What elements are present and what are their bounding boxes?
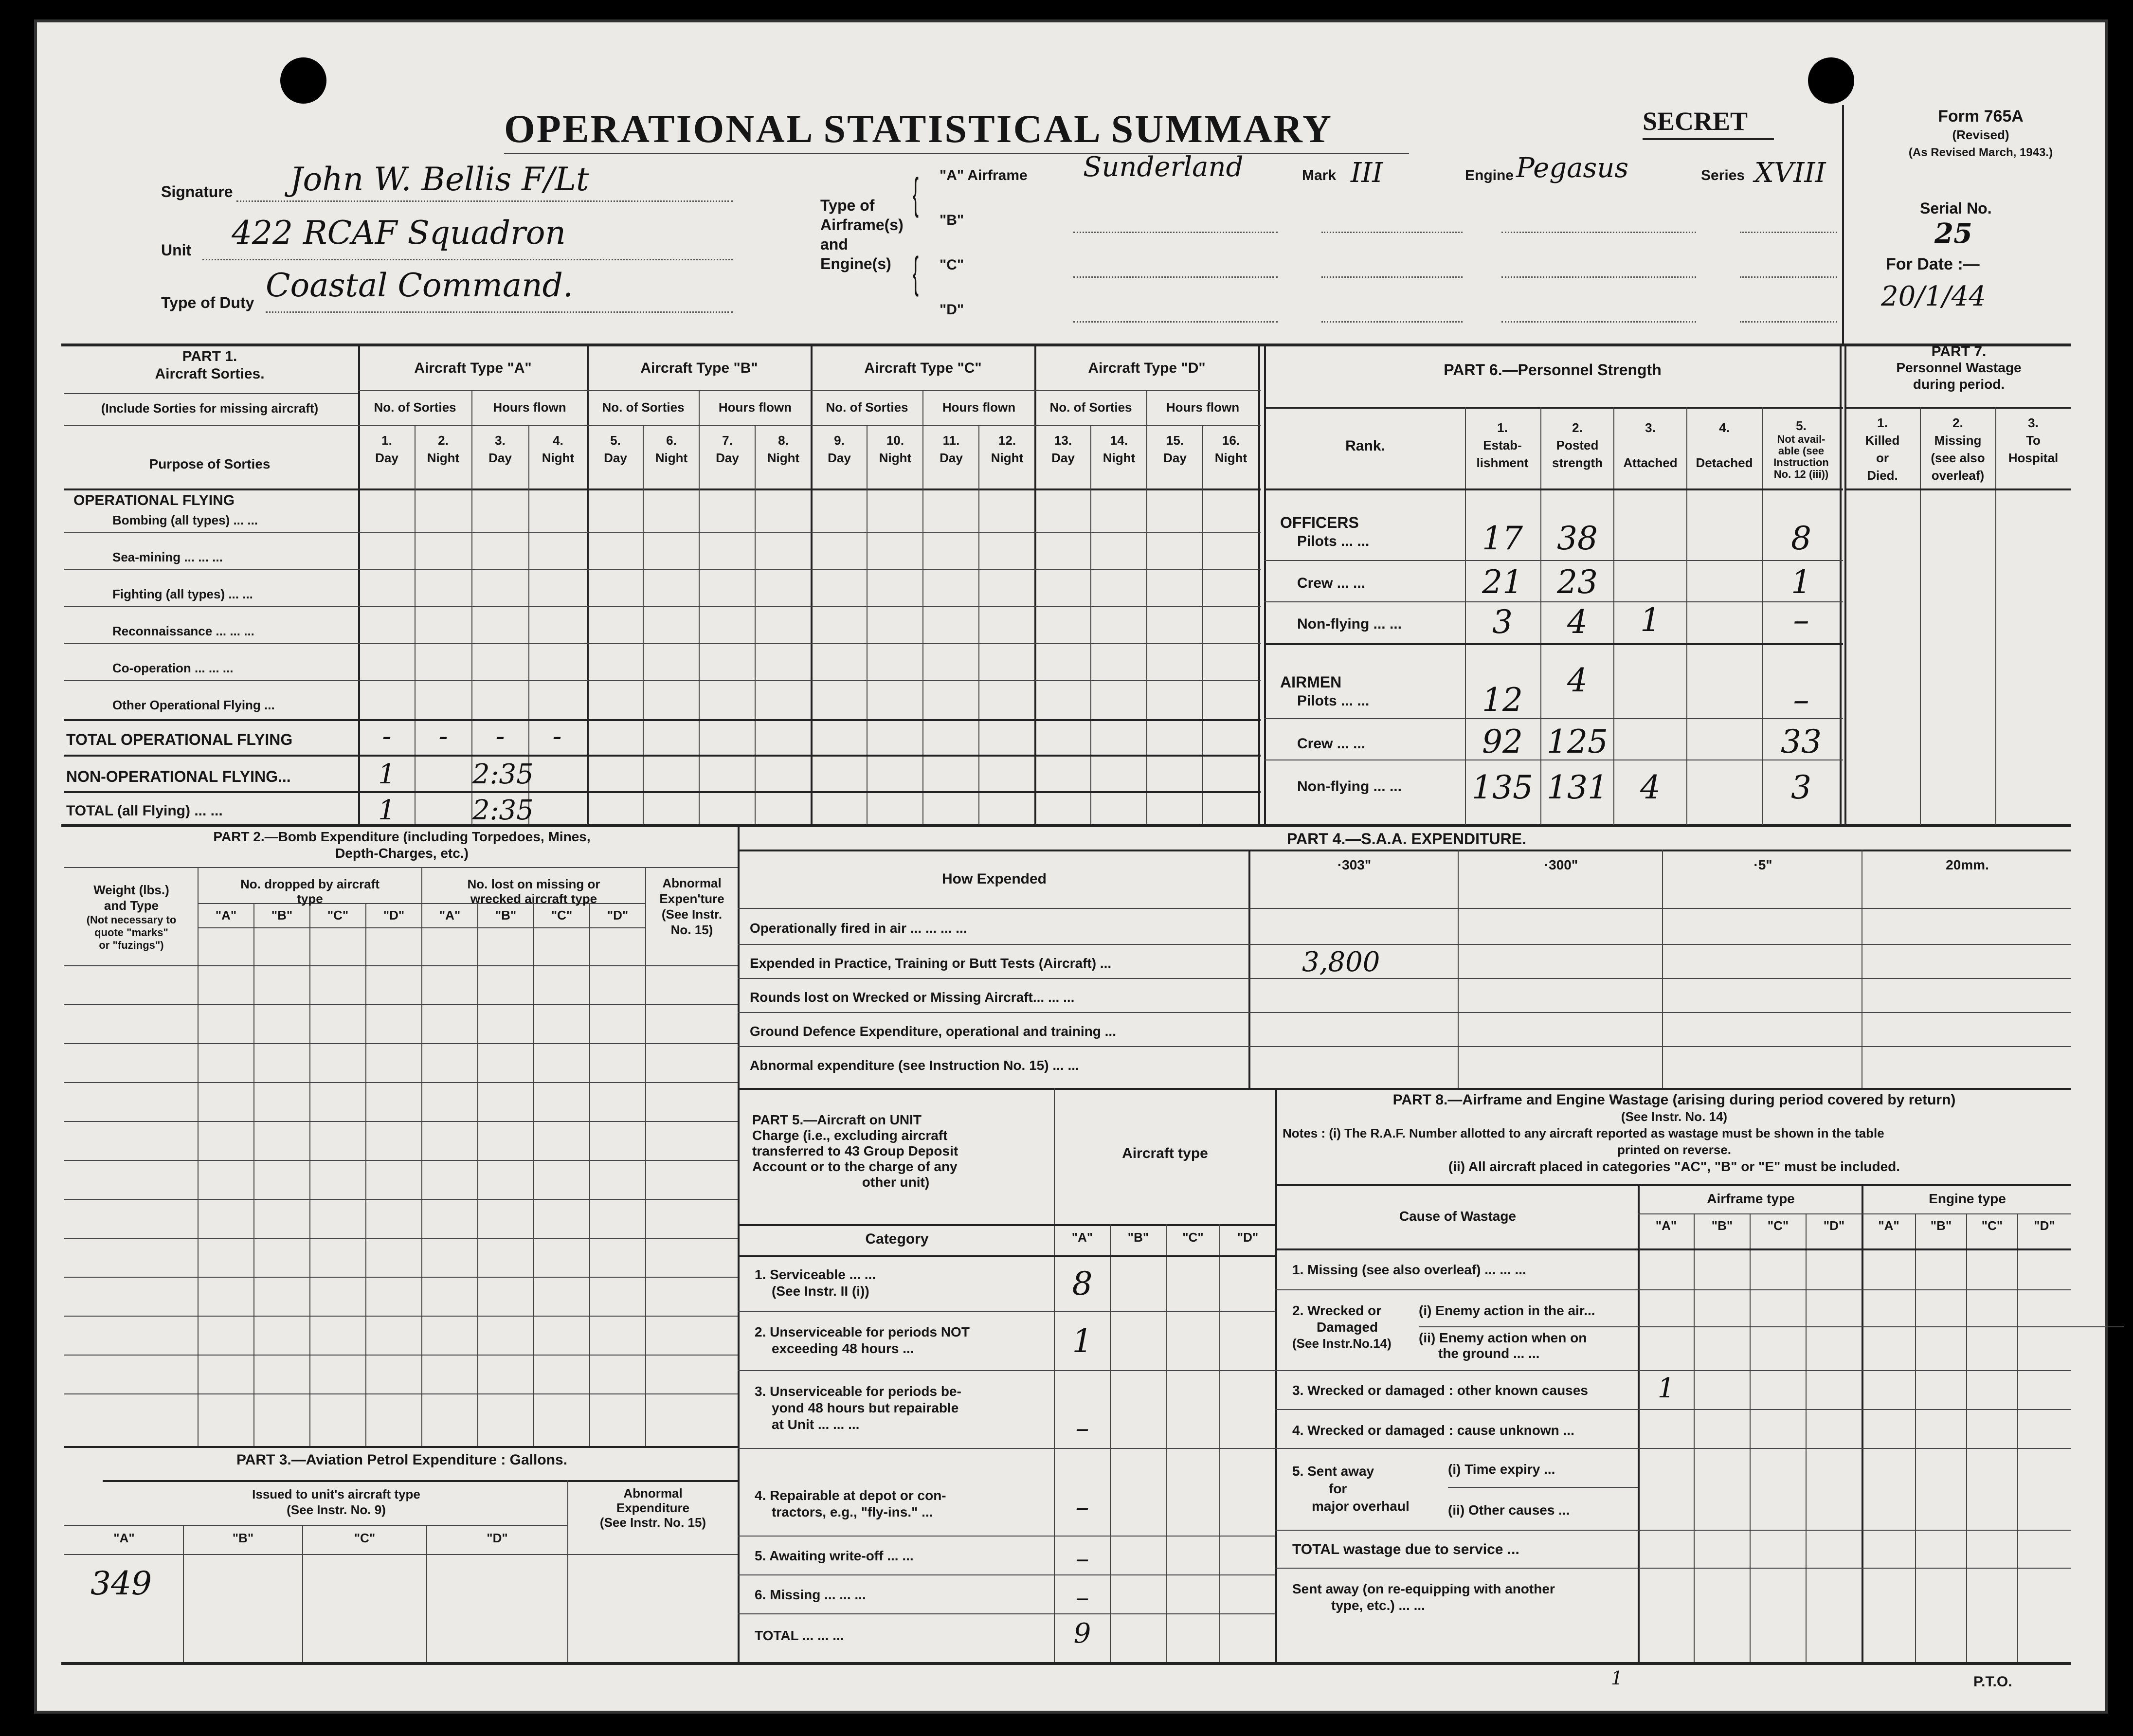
col-num: 7.	[722, 433, 733, 448]
officers-pilots-posted: 38	[1557, 520, 1598, 557]
p8-row-wrecked: (See Instr.No.14)	[1292, 1336, 1392, 1351]
saa-row-operational: Operationally fired in air ... ... ... ...	[750, 921, 967, 936]
col-num: 8.	[778, 433, 789, 448]
series-label: Series	[1701, 167, 1745, 183]
p7-col: (see also	[1931, 451, 1985, 465]
officers-nonflying-estab: 3	[1492, 603, 1513, 641]
airframes-label: Airframe(s)	[820, 216, 904, 234]
p8-row-sent-away: major overhaul	[1312, 1499, 1410, 1514]
part5-title: other unit)	[862, 1175, 930, 1190]
col-label: Night	[427, 451, 460, 465]
p6-col-num: 4.	[1719, 420, 1730, 435]
p5-row-missing: 6. Missing ... ... ...	[755, 1587, 866, 1602]
form-number: Form 765A	[1938, 107, 2024, 126]
row-bombing: Bombing (all types) ... ...	[112, 513, 258, 527]
p8-letter: "C"	[1767, 1218, 1789, 1233]
officers-nonflying-not-available: –	[1793, 601, 1809, 639]
p2-weight-header: (Not necessary to	[86, 914, 177, 926]
col-label: Day	[488, 451, 512, 465]
p6-col-num: 1.	[1497, 420, 1508, 435]
engine-type-header: Engine type	[1929, 1191, 2006, 1206]
how-expended-header: How Expended	[941, 871, 1047, 887]
part8-notes2: printed on reverse.	[1617, 1142, 1732, 1157]
duty-label: Type of Duty	[161, 294, 254, 311]
purpose-of-sorties: Purpose of Sorties	[149, 456, 271, 471]
airmen-nonflying-attached: 4	[1640, 769, 1661, 806]
p3-letter: "A"	[113, 1531, 135, 1545]
type-of-label: Type of	[820, 197, 875, 214]
p7-col: 2.	[1952, 416, 1963, 430]
p8-row-sent-away: 5. Sent away	[1292, 1464, 1374, 1479]
part3-title: PART 3.—Aviation Petrol Expenditure : Gallons.	[236, 1452, 568, 1468]
p5-a-missing: –	[1075, 1582, 1089, 1613]
punch-hole	[1808, 57, 1854, 104]
p5-row-total: TOTAL ... ... ...	[755, 1628, 844, 1643]
p8-row-reequip: Sent away (on re-equipping with another	[1292, 1581, 1555, 1596]
no-sorties-c: No. of Sorties	[826, 400, 908, 415]
p3-letter: "C"	[354, 1531, 376, 1545]
total-op-day-sorties: -	[382, 721, 392, 752]
p5-a-repairable: –	[1075, 1491, 1089, 1523]
p8-row-enemy-air: (i) Enemy action in the air...	[1419, 1303, 1595, 1318]
p8-row-other-causes: 3. Wrecked or damaged : other known causes	[1292, 1383, 1588, 1398]
p6-col-label: Attached	[1623, 455, 1678, 470]
rank-header: Rank.	[1345, 438, 1385, 454]
form-sheet: OPERATIONAL STATISTICAL SUMMARY SECRET Form 765A (Revised) (As Revised March, 1943.) Serial No. 25 For Date :— 20/1/44 Signature John W. Bellis F/Lt Unit 422 RCAF Squadron Type of Duty Coastal Command. Type of Airframe(s) and Engine(s) { { "A" Airframe "B" "C" "D" Sunderland Mark III Engine Pegasus Series XVIII PART 1. Aircraft Sorties. (Include Sorties for missing aircraft) Purpose of Sorties Aircraft Type "A" Aircraft Type "B" Aircraft Type "C" Aircraft Type "D" No. of Sorties Hours flown No. of Sorties Hours flown No. of Sorties Hours flown No. of Sorties Hours flown 1. Day 2. Night 3. Day 4. Night 5. Day 6. Night 7. Day 8. Night 9. Day 10. Night 11. Day 12. Night 13. Day 14. Night 15. Day 16. Night OPERATIONAL FLYING Bombing (all types) ... ... Sea-mining ... ... ... Fighting (all types) ... ... Reconnaissance ... ... ... Co-operation ... ... ... Other Operational Flying ... TOTAL OPERATIONAL FLYING NON-OPERATIONAL FLYING... TOTAL (all Flying) ... ... - - - - 1 2:35 1 2:35 PART 6.—Personnel Strength Rank. 1. Estab- lishment 2. Posted strength 3. Attached 4. Detached 5. Not avail- able (see Instruction No. 12 (iii)) OFFICERS Pilots ... ... Crew ... ... Non-flying ... ... AIRMEN Pilots ... ... Crew ... ... Non-flying ... ... 17 38 8 21 23 1 3 4 1 – 12 4 – 92 125 33 135 131 4 3 PART 7. Personnel Wastage during period. 1. Killed or Died. 2. Missing (see also overleaf) 3. To Hospital PART 2.—Bomb Expenditure (including Torpedoes, Mines, Depth-Charges, etc.) Weight (lbs.) and Type (Not necessary to quote "marks" or "fuzings") No. dropped by aircraft type No. lost on missing or wrecked aircraft type Abnormal Expen'ture (See Instr. No. 15) "A" "B" "C" "D" "A" "B" "C" "D" PART 3.—Aviation Petrol Expenditure : Gallons. Issued to unit's aircraft type (See Instr. No. 9) Abnormal Expenditure (See Instr. No. 15) "A" "B" "C" "D" 349 PART 4.—S.A.A. EXPENDITURE. How Expended ·303" ·300" ·5" 20mm. Operationally fired in air ... ... ... ... Expended in Practice, Training or Butt Tests (Aircraft) ... Rounds lost on Wrecked or Missing Aircraft... ... ... Ground Defence Expenditure, operational and training ... Abnormal expenditure (see Instruction No. 15) ... ... 3,800 PART 5.—Aircraft on UNIT Charge (i.e., excluding aircraft transferred to 43 Group Deposit Account or to the charge of any other unit) Aircraft type Category "A" "B" "C" "D" 1. Serviceable ... ... (See Instr. II (i)) 2. Unserviceable for periods NOT exceeding 48 hours ... 3. Unserviceable for periods be- yond 48 hours but repairable at Unit ... ... ... 4. Repairable at depot or con- tractors, e.g., "fly-ins." ... 5. Awaiting write-off ... ... 6. Missing ... ... ... TOTAL ... ... ... 8 1 – – – – 9 PART 8.—Airframe and Engine Wastage (arising during period covered by return) (See Instr. No. 14) Notes : (i) The R.A.F. Number allotted to any aircraft reported as wastage must be shown in the table printed on reverse. (ii) All aircraft placed in categories "AC", "B" or "E" must be included. Cause of Wastage Airframe type Engine type "A" "B" "C" "D" "A" "B" "C" "D" 1. Missing (see also overleaf) ... ... ... 2. Wrecked or Damaged (See Instr.No.14) (i) Enemy action in the air... (ii) Enemy action when on the ground ... ... 3. Wrecked or damaged : other known causes 1 4. Wrecked or damaged : cause unknown ... 5. Sent away for major overhaul (i) Time expiry ... (ii) Other causes ... TOTAL wastage due to service ... Sent away (on re-equipping with another type, etc.) ... ... P.T.O. 1	[34, 19, 2108, 1714]
p8-letter: "D"	[2034, 1218, 2055, 1233]
p8-letter: "A"	[1878, 1218, 1899, 1233]
part3-issued: Issued to unit's aircraft type	[252, 1487, 420, 1501]
row-other-operational: Other Operational Flying ...	[112, 698, 275, 712]
col-num: 12.	[998, 433, 1016, 448]
total-op-day-hours: -	[495, 721, 505, 752]
p7-col: 3.	[2028, 416, 2039, 430]
hours-flown-c: Hours flown	[942, 400, 1016, 415]
p6-col-label: lishment	[1476, 455, 1529, 470]
airframe-d-label: "D"	[940, 302, 964, 318]
p7-col: Died.	[1867, 468, 1898, 483]
airmen-heading: AIRMEN	[1280, 673, 1342, 691]
col-num: 6.	[666, 433, 677, 448]
calibre-300: ·300"	[1544, 857, 1578, 872]
calibre-303: ·303"	[1337, 857, 1372, 872]
airmen-nonflying-posted: 131	[1547, 769, 1608, 806]
col-label: Day	[1163, 451, 1187, 465]
p6-col-label: Not avail-	[1777, 433, 1826, 445]
engine-value: Pegasus	[1516, 152, 1629, 184]
part7-title: PART 7.	[1931, 344, 1987, 360]
p2-abnormal-header: No. 15)	[670, 922, 713, 937]
punch-hole	[280, 57, 326, 104]
total-all-flying: TOTAL (all Flying) ... ...	[66, 803, 223, 819]
airframe-a-label: "A" Airframe	[940, 167, 1028, 183]
airframe-value: Sunderland	[1083, 151, 1244, 183]
part5-title: PART 5.—Aircraft on UNIT	[752, 1112, 922, 1127]
part8-notes3: (ii) All aircraft placed in categories "AC", "B" or "E" must be included.	[1448, 1159, 1900, 1174]
p2-abnormal-header: Expen'ture	[659, 891, 724, 906]
row-sea-mining: Sea-mining ... ... ...	[112, 550, 223, 564]
col-num: 14.	[1110, 433, 1128, 448]
calibre-20mm: 20mm.	[1946, 857, 1989, 872]
total-op-night-hours: -	[552, 721, 562, 752]
p8-letter: "B"	[1711, 1218, 1733, 1233]
p5-row-unserviceable-48: 2. Unserviceable for periods NOT	[755, 1324, 970, 1339]
airmen-pilots-not-available: –	[1793, 681, 1809, 719]
duty-value: Coastal Command.	[266, 267, 573, 304]
col-label: Night	[991, 451, 1024, 465]
part2-title: PART 2.—Bomb Expenditure (including Torpedoes, Mines,	[213, 829, 591, 844]
p8-row-wrecked: Damaged	[1317, 1320, 1378, 1335]
p5-a-unserviceable-48: 1	[1072, 1322, 1093, 1360]
form-revised: (Revised)	[1952, 127, 2009, 142]
airmen-crew-estab: 92	[1482, 723, 1523, 760]
col-num: 1.	[381, 433, 392, 448]
p2-abnormal-header: Abnormal	[662, 876, 722, 890]
p5-letter: "B"	[1127, 1230, 1149, 1245]
part2-title2: Depth-Charges, etc.)	[335, 846, 469, 861]
officers-crew: Crew ... ...	[1297, 575, 1366, 591]
p8-row-time-expiry: (i) Time expiry ...	[1448, 1462, 1555, 1477]
saa-row-abnormal: Abnormal expenditure (see Instruction No. 15) ... ...	[750, 1058, 1079, 1073]
p2-weight-header: or "fuzings")	[99, 939, 164, 951]
p6-col-label: strength	[1552, 455, 1603, 470]
mark-label: Mark	[1302, 167, 1337, 183]
airframe-b-label: "B"	[940, 212, 964, 228]
engine-label: Engine	[1465, 167, 1514, 183]
pto-label: P.T.O.	[1973, 1674, 2012, 1690]
p7-col: 1.	[1877, 416, 1888, 430]
for-date-label: For Date :—	[1886, 255, 1980, 273]
p8-letter: "C"	[1981, 1218, 2003, 1233]
airmen-non-flying: Non-flying ... ...	[1297, 778, 1402, 795]
col-label: Night	[542, 451, 575, 465]
col-num: 10.	[886, 433, 904, 448]
part8-notes1: Notes : (i) The R.A.F. Number allotted to any aircraft reported as wastage must be shown in the table	[1283, 1126, 1884, 1140]
p5-a-serviceable: 8	[1072, 1265, 1093, 1302]
p3-letter: "D"	[487, 1531, 508, 1545]
part4-title: PART 4.—S.A.A. EXPENDITURE.	[1287, 830, 1526, 848]
officers-nonflying-posted: 4	[1567, 603, 1588, 641]
part6-title: PART 6.—Personnel Strength	[1444, 361, 1662, 379]
non-op-day-hours: 2:35	[472, 759, 534, 790]
no-sorties-b: No. of Sorties	[602, 400, 685, 415]
p5-letter: "D"	[1237, 1230, 1259, 1245]
p5-row-repairable: tractors, e.g., "fly-ins." ...	[772, 1504, 933, 1519]
unit-value: 422 RCAF Squadron	[232, 214, 566, 252]
saa-row-lost: Rounds lost on Wrecked or Missing Aircraft... ... ...	[750, 990, 1075, 1005]
officers-crew-posted: 23	[1557, 563, 1598, 601]
part5-title: Charge (i.e., excluding aircraft	[752, 1128, 948, 1143]
col-label: Day	[604, 451, 627, 465]
petrol-a-value: 349	[90, 1565, 152, 1602]
p7-col: overleaf)	[1931, 468, 1985, 483]
p6-col-label: Instruction	[1773, 456, 1829, 469]
type-b-header: Aircraft Type "B"	[640, 360, 758, 376]
airmen-nonflying-estab: 135	[1472, 769, 1533, 806]
form-title: OPERATIONAL STATISTICAL SUMMARY	[504, 107, 1333, 151]
p8-row-other: (ii) Other causes ...	[1448, 1502, 1570, 1518]
airmen-crew: Crew ... ...	[1297, 736, 1366, 752]
signature-label: Signature	[161, 183, 233, 200]
total-all-day-sorties: 1	[378, 795, 396, 826]
p8-row-enemy-ground: the ground ... ...	[1438, 1346, 1540, 1361]
p6-col-label: Posted	[1556, 438, 1599, 452]
p5-row-unserviceable-beyond: yond 48 hours but repairable	[772, 1400, 959, 1415]
p2-letter: "C"	[551, 908, 573, 922]
airmen-pilots-estab: 12	[1482, 681, 1523, 719]
form-revised-date: (As Revised March, 1943.)	[1908, 146, 2053, 159]
hours-flown-a: Hours flown	[493, 400, 566, 415]
part3-instr: (See Instr. No. 9)	[287, 1502, 386, 1517]
p8-row-cause-unknown: 4. Wrecked or damaged : cause unknown ...	[1292, 1423, 1574, 1438]
row-reconnaissance: Reconnaissance ... ... ...	[112, 624, 254, 638]
p2-lost-header: wrecked aircraft type	[470, 891, 597, 906]
part7-subtitle: Personnel Wastage	[1896, 360, 2022, 375]
col-label: Night	[1214, 451, 1247, 465]
p8-letter: "D"	[1823, 1218, 1845, 1233]
officers-pilots-estab: 17	[1482, 520, 1523, 557]
col-label: Night	[655, 451, 688, 465]
col-label: Night	[879, 451, 912, 465]
col-label: Day	[1051, 451, 1075, 465]
p2-dropped-header: No. dropped by aircraft	[240, 877, 380, 891]
non-op-day-sorties: 1	[378, 759, 396, 790]
p8-row-enemy-ground: (ii) Enemy action when on	[1419, 1330, 1587, 1345]
secret-label: SECRET	[1643, 107, 1748, 136]
p2-letter: "D"	[383, 908, 405, 922]
signature-value: John W. Bellis F/Lt	[290, 161, 589, 198]
col-label: Day	[375, 451, 398, 465]
part3-abnormal: Expenditure	[616, 1501, 690, 1515]
serial-label: Serial No.	[1920, 199, 1992, 217]
p6-col-num: 5.	[1796, 418, 1807, 433]
p5-row-awaiting-writeoff: 5. Awaiting write-off ... ...	[755, 1548, 914, 1563]
col-label: Day	[828, 451, 851, 465]
aircraft-type-header: Aircraft type	[1122, 1145, 1208, 1161]
part8-instr: (See Instr. No. 14)	[1621, 1109, 1728, 1124]
p5-letter: "A"	[1071, 1230, 1093, 1245]
serial-value: 25	[1934, 217, 1972, 250]
calibre-5: ·5"	[1753, 857, 1772, 872]
p2-abnormal-header: (See Instr.	[661, 907, 723, 922]
p2-letter: "B"	[495, 908, 517, 922]
col-label: Night	[1103, 451, 1136, 465]
saa-practice-303: 3,800	[1302, 946, 1380, 978]
p8-letter: "B"	[1930, 1218, 1952, 1233]
part1-note: (Include Sorties for missing aircraft)	[101, 401, 319, 416]
saa-row-practice: Expended in Practice, Training or Butt Tests (Aircraft) ...	[750, 956, 1112, 971]
p7-col: Killed	[1865, 433, 1900, 448]
cause-of-wastage-header: Cause of Wastage	[1399, 1209, 1517, 1224]
p2-weight-header: quote "marks"	[94, 926, 168, 939]
row-co-operation: Co-operation ... ... ...	[112, 661, 234, 675]
row-fighting: Fighting (all types) ... ...	[112, 587, 253, 601]
p7-col: Missing	[1934, 433, 1982, 448]
series-value: XVIII	[1754, 157, 1826, 189]
p6-col-num: 2.	[1572, 420, 1583, 435]
col-num: 4.	[553, 433, 563, 448]
p2-letter: "B"	[271, 908, 293, 922]
p5-row-repairable: 4. Repairable at depot or con-	[755, 1488, 946, 1503]
p7-col: or	[1876, 451, 1889, 465]
total-op-night-sorties: -	[438, 721, 448, 752]
p2-dropped-header: type	[297, 891, 323, 906]
p2-letter: "D"	[607, 908, 629, 922]
airmen-nonflying-not-available: 3	[1791, 769, 1811, 806]
airmen-pilots-posted: 4	[1567, 662, 1588, 699]
total-all-day-hours: 2:35	[472, 795, 534, 826]
airmen-pilots: Pilots ... ...	[1297, 693, 1370, 709]
col-num: 2.	[438, 433, 449, 448]
part5-title: transferred to 43 Group Deposit	[752, 1143, 958, 1158]
part3-abnormal: (See Instr. No. 15)	[599, 1515, 706, 1530]
officers-heading: OFFICERS	[1280, 514, 1359, 531]
col-num: 3.	[495, 433, 506, 448]
p2-weight-header: Weight (lbs.)	[93, 883, 169, 897]
col-num: 9.	[834, 433, 845, 448]
unit-label: Unit	[161, 241, 192, 259]
and-label: and	[820, 235, 848, 253]
p6-col-label: No. 12 (iii))	[1773, 468, 1829, 480]
no-sorties-d: No. of Sorties	[1049, 400, 1132, 415]
p8-row-wrecked: 2. Wrecked or	[1292, 1303, 1382, 1318]
part8-title: PART 8.—Airframe and Engine Wastage (arising during period covered by return)	[1392, 1092, 1956, 1108]
p8-row-reequip: type, etc.) ... ...	[1331, 1598, 1425, 1613]
type-d-header: Aircraft Type "D"	[1088, 360, 1206, 376]
hours-flown-d: Hours flown	[1166, 400, 1240, 415]
p2-lost-header: No. lost on missing or	[467, 877, 600, 891]
hours-flown-b: Hours flown	[718, 400, 792, 415]
p6-col-num: 3.	[1645, 420, 1656, 435]
p7-col: Hospital	[2008, 451, 2059, 465]
col-num: 15.	[1166, 433, 1184, 448]
p6-col-label: Detached	[1696, 455, 1753, 470]
p5-row-serviceable: (See Instr. II (i))	[772, 1284, 869, 1299]
no-sorties-a: No. of Sorties	[374, 400, 456, 415]
col-num: 16.	[1222, 433, 1240, 448]
p2-letter: "A"	[439, 908, 461, 922]
col-label: Night	[767, 451, 800, 465]
p8-row-sent-away: for	[1329, 1481, 1347, 1496]
total-operational-flying: TOTAL OPERATIONAL FLYING	[66, 731, 293, 748]
p8-row-missing: 1. Missing (see also overleaf) ... ... ...	[1292, 1262, 1526, 1277]
p6-col-label: able (see	[1778, 445, 1825, 457]
part1-title: PART 1.	[182, 348, 237, 364]
col-num: 13.	[1054, 433, 1072, 448]
p2-letter: "C"	[327, 908, 349, 922]
p2-weight-header: and Type	[104, 898, 159, 913]
p5-a-unserviceable-beyond: –	[1075, 1412, 1089, 1444]
saa-row-ground: Ground Defence Expenditure, operational and training ...	[750, 1024, 1116, 1039]
p5-a-total: 9	[1073, 1618, 1091, 1649]
p8-r3-airframe-a: 1	[1657, 1373, 1675, 1404]
officers-crew-estab: 21	[1482, 563, 1523, 601]
airframe-c-label: "C"	[940, 257, 964, 273]
airmen-crew-not-available: 33	[1781, 723, 1822, 760]
engines-label: Engine(s)	[820, 255, 891, 272]
col-label: Day	[716, 451, 739, 465]
officers-non-flying: Non-flying ... ...	[1297, 616, 1402, 632]
p5-row-unserviceable-48: exceeding 48 hours ...	[772, 1341, 914, 1356]
p7-col: To	[2026, 433, 2041, 448]
mark-value: III	[1351, 157, 1383, 189]
col-label: Day	[940, 451, 963, 465]
officers-pilots: Pilots ... ...	[1297, 533, 1370, 549]
p5-row-unserviceable-beyond: 3. Unserviceable for periods be-	[755, 1384, 961, 1399]
officers-nonflying-attached: 1	[1640, 601, 1661, 639]
operational-flying-heading: OPERATIONAL FLYING	[73, 492, 235, 508]
airframe-type-header: Airframe type	[1707, 1191, 1795, 1206]
category-header: Category	[865, 1231, 929, 1247]
p5-row-unserviceable-beyond: at Unit ... ... ...	[772, 1417, 860, 1432]
part5-title: Account or to the charge of any	[752, 1159, 958, 1174]
type-c-header: Aircraft Type "C"	[864, 360, 982, 376]
non-operational-flying: NON-OPERATIONAL FLYING...	[66, 768, 291, 785]
airmen-crew-posted: 125	[1547, 723, 1608, 760]
p3-letter: "B"	[232, 1531, 254, 1545]
p8-letter: "A"	[1655, 1218, 1677, 1233]
col-num: 5.	[610, 433, 621, 448]
p5-row-serviceable: 1. Serviceable ... ...	[755, 1267, 876, 1282]
part1-subtitle: Aircraft Sorties.	[155, 366, 265, 382]
footer-mark: 1	[1611, 1667, 1623, 1689]
part3-abnormal: Abnormal	[623, 1486, 683, 1501]
officers-pilots-not-available: 8	[1791, 520, 1811, 557]
p8-row-total: TOTAL wastage due to service ...	[1292, 1541, 1519, 1557]
col-num: 11.	[942, 433, 960, 448]
officers-crew-not-available: 1	[1791, 563, 1811, 601]
p2-letter: "A"	[215, 908, 237, 922]
p6-col-label: Estab-	[1483, 438, 1522, 452]
p5-letter: "C"	[1182, 1230, 1204, 1245]
type-a-header: Aircraft Type "A"	[414, 360, 532, 376]
p5-a-awaiting-writeoff: –	[1075, 1543, 1089, 1574]
part7-subtitle2: during period.	[1913, 377, 2005, 392]
for-date-value: 20/1/44	[1881, 281, 1986, 312]
